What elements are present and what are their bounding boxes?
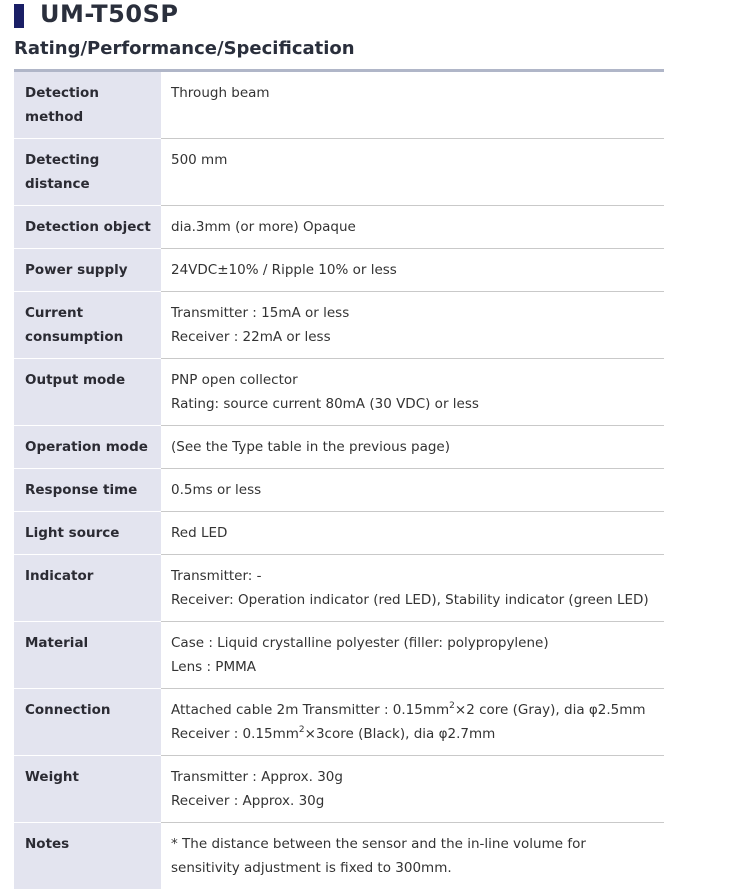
row-label: Connection (14, 689, 161, 756)
row-value: (See the Type table in the previous page) (161, 426, 664, 469)
row-value: * The distance between the sensor and the in-line volume for sensitivity adjustment is fixed to 300mm. (161, 823, 664, 889)
table-row (14, 426, 664, 469)
value-line (171, 698, 654, 722)
table-row (14, 689, 664, 756)
row-value (161, 689, 664, 756)
value-text: Attached cable 2m Transmitter : 0.15mm (171, 702, 449, 718)
table-row (14, 823, 664, 889)
row-label: Detection object (14, 206, 161, 249)
row-value: Red LED (161, 512, 664, 555)
row-label: Detection method (14, 71, 161, 139)
value-line: Receiver : 22mA or less (171, 325, 654, 349)
model-title: UM-T50SP (40, 0, 178, 28)
table-row (14, 512, 664, 555)
table-row (14, 469, 664, 512)
row-value (161, 359, 664, 426)
table-row (14, 555, 664, 622)
value-line (171, 722, 654, 746)
row-label: Material (14, 622, 161, 689)
table-row (14, 292, 664, 359)
row-value: Through beam (161, 71, 664, 139)
value-text: ×2 core (Gray), dia φ2.5mm (455, 702, 646, 718)
table-row (14, 206, 664, 249)
section-title: Rating/Performance/Specification (14, 38, 355, 60)
spec-table (14, 69, 664, 889)
title-accent-bar (14, 4, 24, 28)
table-row (14, 622, 664, 689)
value-line: Case : Liquid crystalline polyester (filler: polypropylene) (171, 631, 654, 655)
superscript: 2 (449, 701, 455, 711)
value-line: Transmitter : 15mA or less (171, 301, 654, 325)
row-value: 500 mm (161, 139, 664, 206)
row-label: Notes (14, 823, 161, 889)
row-label: Light source (14, 512, 161, 555)
row-label: Operation mode (14, 426, 161, 469)
row-label: Detecting distance (14, 139, 161, 206)
row-label: Indicator (14, 555, 161, 622)
row-value (161, 756, 664, 823)
row-label: Output mode (14, 359, 161, 426)
value-text: Receiver : 0.15mm (171, 726, 299, 742)
table-row (14, 359, 664, 426)
value-line: Lens : PMMA (171, 655, 654, 679)
row-value: dia.3mm (or more) Opaque (161, 206, 664, 249)
value-line: Transmitter: - (171, 564, 654, 588)
value-line: Transmitter : Approx. 30g (171, 765, 654, 789)
value-line: Receiver: Operation indicator (red LED), Stability indicator (green LED) (171, 588, 654, 612)
value-line: Receiver : Approx. 30g (171, 789, 654, 813)
row-label: Power supply (14, 249, 161, 292)
table-row (14, 756, 664, 823)
row-label: Weight (14, 756, 161, 823)
row-value (161, 555, 664, 622)
value-text: ×3core (Black), dia φ2.7mm (305, 726, 496, 742)
superscript: 2 (299, 725, 305, 735)
table-row (14, 249, 664, 292)
row-label: Current consumption (14, 292, 161, 359)
row-value: 0.5ms or less (161, 469, 664, 512)
value-line: PNP open collector (171, 368, 654, 392)
table-row (14, 71, 664, 139)
row-value (161, 292, 664, 359)
table-row (14, 139, 664, 206)
row-label: Response time (14, 469, 161, 512)
row-value: 24VDC±10% / Ripple 10% or less (161, 249, 664, 292)
row-value (161, 622, 664, 689)
value-line: Rating: source current 80mA (30 VDC) or less (171, 392, 654, 416)
